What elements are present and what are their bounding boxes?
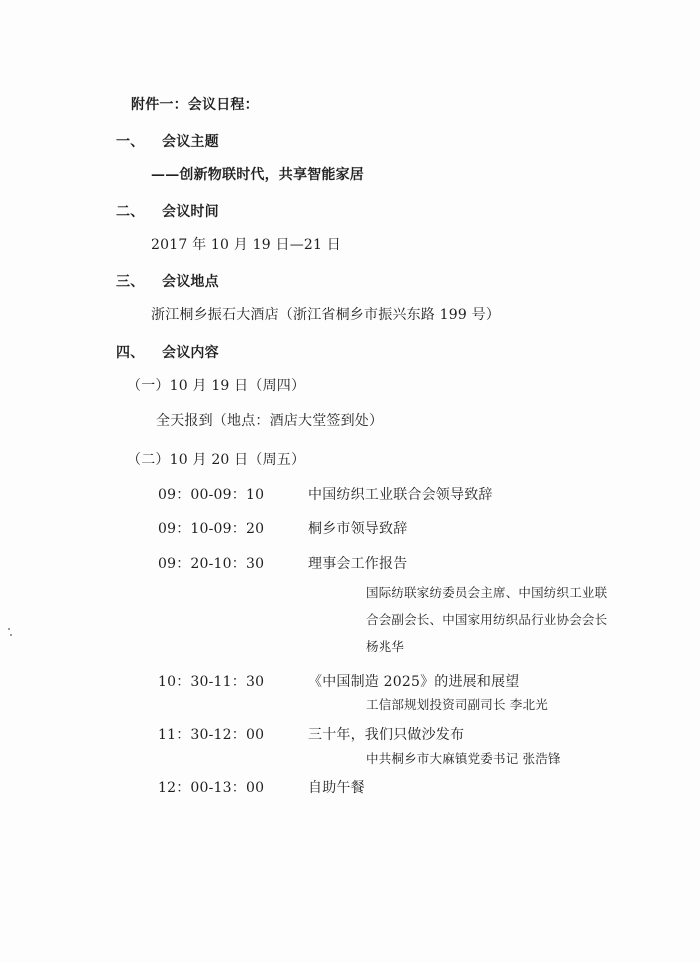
schedule-2-time: 09：10-09：20 xyxy=(158,521,265,537)
schedule-3-item: 理事会工作报告 xyxy=(308,556,408,572)
schedule-3-speaker-line-1: 国际纺联家纺委员会主席、中国纺织工业联 xyxy=(366,585,608,600)
section-4-number: 四、 xyxy=(116,345,145,361)
schedule-5-time: 11：30-12：00 xyxy=(158,727,265,743)
section-1-title: 会议主题 xyxy=(162,134,219,150)
section-2-number: 二、 xyxy=(116,204,145,220)
scan-speck xyxy=(10,634,12,636)
section-3-content: 浙江桐乡振石大酒店（浙江省桐乡市振兴东路 199 号） xyxy=(151,307,501,323)
section-4-title: 会议内容 xyxy=(162,345,219,361)
schedule-4-speaker: 工信部规划投资司副司长 李北光 xyxy=(366,697,548,712)
section-1-content: ——创新物联时代，共享智能家居 xyxy=(151,167,364,183)
section-1-number: 一、 xyxy=(116,134,145,150)
section-2-content: 2017 年 10 月 19 日—21 日 xyxy=(151,237,341,253)
schedule-1-time: 09：00-09：10 xyxy=(158,487,265,503)
schedule-6-item: 自助午餐 xyxy=(308,780,365,796)
schedule-5-speaker: 中共桐乡市大麻镇党委书记 张浩锋 xyxy=(366,751,561,766)
schedule-1-item: 中国纺织工业联合会领导致辞 xyxy=(308,487,493,503)
day-1-label: （一）10 月 19 日（周四） xyxy=(127,378,306,394)
section-2-title: 会议时间 xyxy=(162,204,219,220)
schedule-6-time: 12：00-13：00 xyxy=(158,780,265,796)
scan-speck xyxy=(8,628,10,630)
schedule-3-speaker-line-2: 合会副会长、中国家用纺织品行业协会会长 xyxy=(366,612,608,627)
attachment-title: 附件一：会议日程： xyxy=(131,97,259,113)
day-1-note: 全天报到（地点：酒店大堂签到处） xyxy=(156,413,384,429)
day-2-label: （二）10 月 20 日（周五） xyxy=(127,452,306,468)
section-3-number: 三、 xyxy=(116,274,145,290)
section-3-title: 会议地点 xyxy=(162,274,219,290)
schedule-4-item: 《中国制造 2025》的进展和展望 xyxy=(308,674,520,690)
schedule-3-time: 09：20-10：30 xyxy=(158,556,265,572)
schedule-2-item: 桐乡市领导致辞 xyxy=(308,521,408,537)
schedule-3-speaker-line-3: 杨兆华 xyxy=(366,639,405,654)
schedule-4-time: 10：30-11：30 xyxy=(158,674,265,690)
schedule-5-item: 三十年，我们只做沙发布 xyxy=(308,727,465,743)
